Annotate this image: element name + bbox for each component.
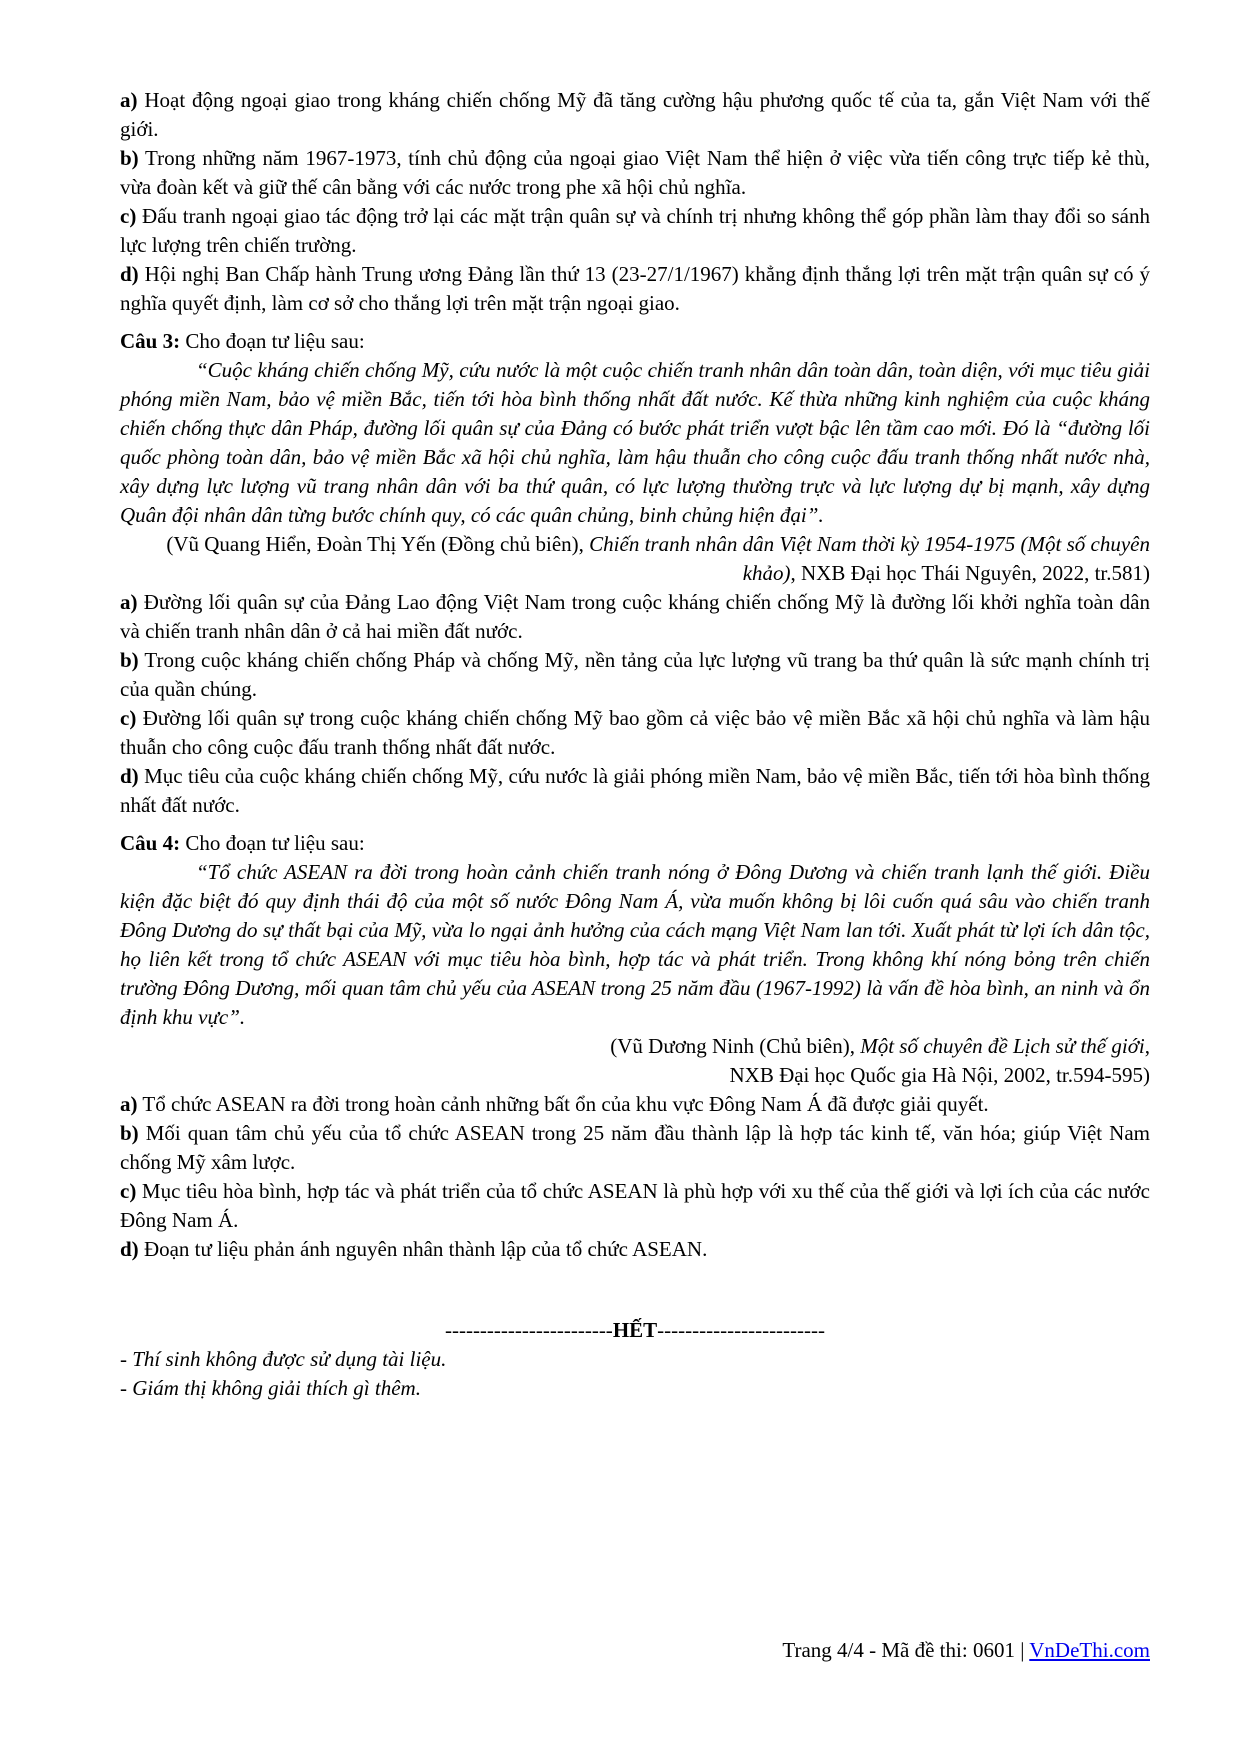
page-footer [782,1638,1150,1663]
exam-page [120,86,1150,1403]
option-letter: b) [120,146,139,170]
option-letter: a) [120,1092,138,1116]
option-text: Tổ chức ASEAN ra đời trong hoàn cảnh những bất ổn của khu vực Đông Nam Á đã được giải quyết. [137,1092,989,1116]
option-text: Mục tiêu của cuộc kháng chiến chống Mỹ, cứu nước là giải phóng miền Nam, bảo vệ miền Bắc, tiến tới hòa bình thống nhất đất nước. [120,764,1150,817]
footer-link[interactable]: VnDeThi.com [1029,1638,1150,1662]
source-author: (Vũ Dương Ninh (Chủ biên), [610,1034,861,1058]
option-text: Trong cuộc kháng chiến chống Pháp và chống Mỹ, nền tảng của lực lượng vũ trang ba thứ quân là sức mạnh chính trị của quần chúng. [120,648,1150,701]
q4-option-b [120,1119,1150,1177]
option-text: Đường lối quân sự của Đảng Lao động Việt Nam trong cuộc kháng chiến chống Mỹ là đường lối khởi nghĩa toàn dân và chiến tranh nhân dân ở cả hai miền đất nước. [120,590,1150,643]
q3-option-d [120,762,1150,820]
end-dashes-right: ------------------------ [657,1318,826,1342]
option-letter: d) [120,1237,139,1261]
option-letter: c) [120,1179,137,1203]
source-publisher: NXB Đại học Quốc gia Hà Nội, 2002, tr.594-595) [729,1063,1150,1087]
footer-page-info: Trang 4/4 - Mã đề thi: 0601 | [782,1638,1030,1662]
question-3 [120,327,1150,820]
question-label: Câu 4: [120,831,181,855]
option-text: Mối quan tâm chủ yếu của tổ chức ASEAN trong 25 năm đầu thành lập là hợp tác kinh tế, văn hóa; giúp Việt Nam chống Mỹ xâm lược. [120,1121,1150,1174]
question-4 [120,829,1150,1264]
q4-option-a [120,1090,1150,1119]
q3-quote: “Cuộc kháng chiến chống Mỹ, cứu nước là một cuộc chiến tranh nhân dân toàn dân, toàn diện, với mục tiêu giải phóng miền Nam, bảo vệ miền Bắc, tiến tới hòa bình thống nhất đất nước. Kế thừa những kinh nghiệm của cuộc kháng chiến chống thực dân Pháp, đường lối quân sự của Đảng có bước phát triển vượt bậc lên tầm cao mới. Đó là “đường lối quốc phòng toàn dân, bảo vệ miền Bắc xã hội chủ nghĩa, làm hậu thuẫn cho công cuộc đấu tranh thống nhất nước nhà, xây dựng lực lượng vũ trang nhân dân với ba thứ quân, có lực lượng thường trực và lực lượng dự bị mạnh, xây dựng Quân đội nhân dân từng bước chính quy, có các quân chủng, binh chủng hiện đại”. [120,358,1150,527]
q4-quote: “Tổ chức ASEAN ra đời trong hoàn cảnh chiến tranh nóng ở Đông Dương và chiến tranh lạnh thế giới. Điều kiện đặc biệt đó quy định thái độ của một số nước Đông Nam Á, vừa muốn không bị lôi cuốn quá sâu vào chiến tranh Đông Dương do sự thất bại của Mỹ, vừa lo ngại ảnh hưởng của cách mạng Việt Nam lan tới. Xuất phát từ lợi ích dân tộc, họ liên kết trong tổ chức ASEAN với mục tiêu hòa bình, hợp tác và phát triển. Trong không khí nóng bỏng trên chiến trường Đông Dương, mối quan tâm chủ yếu của ASEAN trong 25 năm đầu (1967-1992) là vấn đề hòa bình, an ninh và ổn định khu vực”. [120,860,1150,1029]
source-publisher: , NXB Đại học Thái Nguyên, 2022, tr.581) [790,561,1150,585]
source-author: (Vũ Quang Hiển, Đoàn Thị Yến (Đồng chủ biên), [166,532,590,556]
end-dashes-left: ------------------------ [444,1318,613,1342]
source-title: Chiến tranh nhân dân Việt Nam thời kỳ 1954-1975 (Một số chuyên khảo) [589,532,1150,585]
option-text: Trong những năm 1967-1973, tính chủ động của ngoại giao Việt Nam thể hiện ở việc vừa tiến công trực tiếp kẻ thù, vừa đoàn kết và giữ thế cân bằng với các nước trong phe xã hội chủ nghĩa. [120,146,1150,199]
note-no-materials: - Thí sinh không được sử dụng tài liệu. [120,1347,447,1371]
option-text: Hội nghị Ban Chấp hành Trung ương Đảng lần thứ 13 (23-27/1/1967) khẳng định thắng lợi trên mặt trận quân sự có ý nghĩa quyết định, làm cơ sở cho thắng lợi trên mặt trận ngoại giao. [120,262,1150,315]
q4-option-c [120,1177,1150,1235]
q2-option-b [120,144,1150,202]
option-letter: a) [120,590,138,614]
question-prompt: Cho đoạn tư liệu sau: [180,329,365,353]
q2-option-c [120,202,1150,260]
question-label: Câu 3: [120,329,181,353]
question-2-options [120,86,1150,318]
end-word: HẾT [612,1318,658,1342]
option-letter: c) [120,204,137,228]
option-text: Đấu tranh ngoại giao tác động trở lại các mặt trận quân sự và chính trị nhưng không thể góp phần làm thay đổi so sánh lực lượng trên chiến trường. [120,204,1150,257]
q3-option-b [120,646,1150,704]
q2-option-a [120,86,1150,144]
option-letter: d) [120,262,139,286]
q3-option-a [120,588,1150,646]
q4-heading [120,829,1150,858]
option-letter: a) [120,88,138,112]
q4-source [120,1032,1150,1090]
q3-source [120,530,1150,588]
q3-heading [120,327,1150,356]
q4-option-d [120,1235,1150,1264]
question-prompt: Cho đoạn tư liệu sau: [180,831,365,855]
end-marker [120,1316,1150,1345]
source-title: Một số chuyên đề Lịch sử thế giới [860,1034,1145,1058]
option-letter: d) [120,764,139,788]
option-text: Đoạn tư liệu phản ánh nguyên nhân thành lập của tổ chức ASEAN. [138,1237,708,1261]
option-letter: c) [120,706,137,730]
option-text: Hoạt động ngoại giao trong kháng chiến chống Mỹ đã tăng cường hậu phương quốc tế của ta, gắn Việt Nam với thế giới. [120,88,1150,141]
option-text: Đường lối quân sự trong cuộc kháng chiến chống Mỹ bao gồm cả việc bảo vệ miền Bắc xã hội chủ nghĩa và làm hậu thuẫn cho công cuộc đấu tranh thống nhất đất nước. [120,706,1150,759]
q3-option-c [120,704,1150,762]
option-letter: b) [120,1121,139,1145]
q2-option-d [120,260,1150,318]
option-letter: b) [120,648,139,672]
note-no-explanation: - Giám thị không giải thích gì thêm. [120,1376,421,1400]
source-punctuation: , [1144,1034,1150,1058]
option-text: Mục tiêu hòa bình, hợp tác và phát triển của tổ chức ASEAN là phù hợp với xu thế của thế giới và lợi ích của các nước Đông Nam Á. [120,1179,1150,1232]
